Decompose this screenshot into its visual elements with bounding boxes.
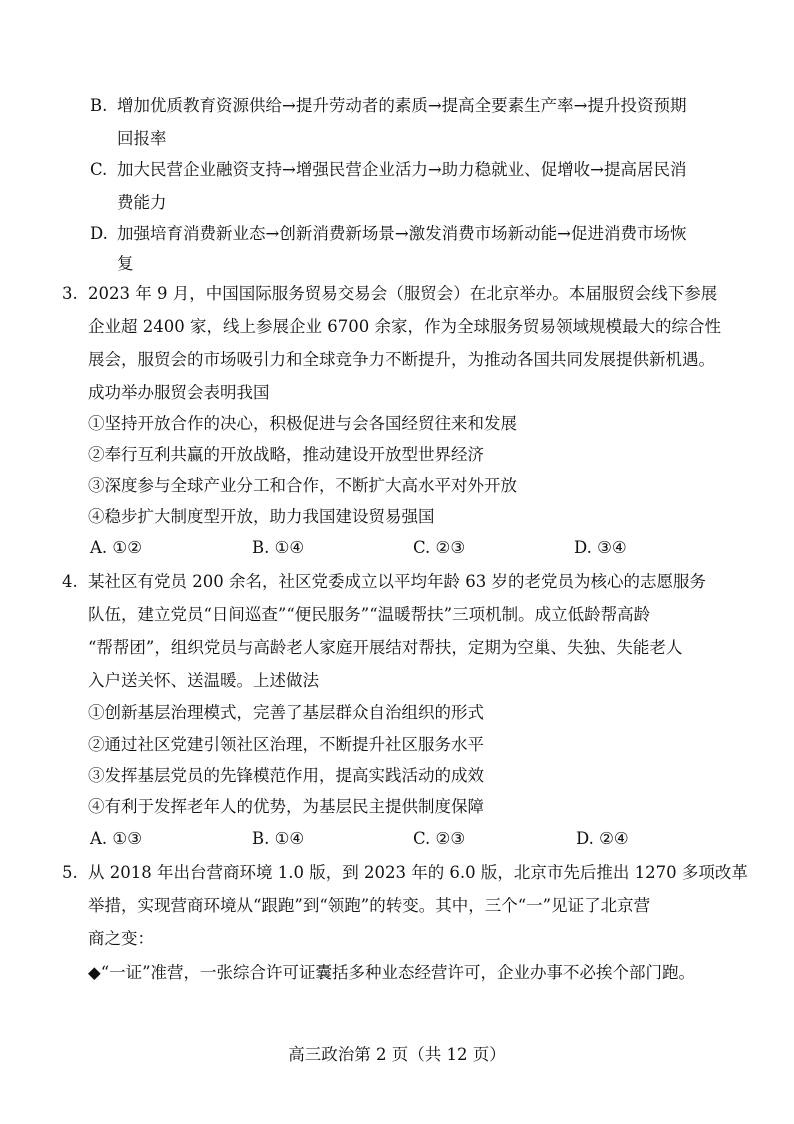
q3-choice-d: D. ③④ [574, 538, 627, 557]
q5-stem-line-3: 商之变： [88, 929, 154, 948]
option-b-line1: 增加优质教育资源供给→提升劳动者的素质→提高全要素生产率→提升投资预期 [117, 96, 687, 115]
option-b-letter: B. [90, 96, 108, 115]
option-d-letter: D. [90, 224, 108, 243]
q3-choice-a: A. ①② [90, 538, 142, 557]
q4-item-2: ②通过社区党建引领社区治理，不断提升社区服务水平 [88, 735, 484, 754]
option-c-letter: C. [90, 160, 108, 179]
q4-stem-line-2: 队伍，建立党员“日间巡查”“便民服务”“温暖帮扶”三项机制。成立低龄帮高龄 [88, 605, 651, 624]
option-c-line2: 费能力 [117, 193, 167, 212]
option-b-line2: 回报率 [117, 129, 167, 148]
q3-item-3: ③深度参与全球产业分工和合作，不断扩大高水平对外开放 [88, 476, 517, 495]
q3-stem-line-1: 2023 年 9 月，中国国际服务贸易交易会（服贸会）在北京举办。本届服贸会线下参展 [88, 284, 718, 303]
q4-stem-line-3: “帮帮团”，组织党员与高龄老人家庭开展结对帮扶，定期为空巢、失独、失能老人 [88, 638, 683, 657]
q4-choice-d: D. ②④ [576, 829, 629, 848]
q4-item-1: ①创新基层治理模式，完善了基层群众自治组织的形式 [88, 703, 484, 722]
q3-item-1: ①坚持开放合作的决心，积极促进与会各国经贸往来和发展 [88, 414, 517, 433]
page-footer: 高三政治第 2 页（共 12 页） [288, 1045, 506, 1064]
q3-stem-line-3: 展会，服贸会的市场吸引力和全球竞争力不断提升，为推动各国共同发展提供新机遇。 [88, 350, 715, 369]
q5-number: 5. [62, 863, 78, 882]
q3-number: 3. [62, 284, 78, 303]
q4-choice-c: C. ②③ [413, 829, 466, 848]
q5-stem-line-2: 举措，实现营商环境从“跟跑”到“领跑”的转变。其中，三个“一”见证了北京营 [88, 896, 651, 915]
option-c-line1: 加大民营企业融资支持→增强民营企业活力→助力稳就业、促增收→提高居民消 [117, 160, 687, 179]
q3-choice-b: B. ①④ [252, 538, 305, 557]
q4-item-3: ③发挥基层党员的先锋模范作用，提高实践活动的成效 [88, 766, 484, 785]
q4-stem-line-1: 某社区有党员 200 余名，社区党委成立以平均年龄 63 岁的老党员为核心的志愿服务 [88, 572, 706, 591]
q5-bullet: ◆“一证”准营，一张综合许可证囊括多种业态经营许可，企业办事不必挨个部门跑。 [88, 963, 696, 982]
option-d-line1: 加强培育消费新业态→创新消费新场景→激发消费市场新动能→促进消费市场恢 [117, 224, 687, 243]
q4-item-4: ④有利于发挥老年人的优势，为基层民主提供制度保障 [88, 797, 484, 816]
q5-stem-line-1: 从 2018 年出台营商环境 1.0 版，到 2023 年的 6.0 版，北京市先后推出 1270 多项改革 [88, 863, 748, 882]
q3-choice-c: C. ②③ [413, 538, 466, 557]
q3-item-4: ④稳步扩大制度型开放，助力我国建设贸易强国 [88, 507, 435, 526]
q3-stem-line-2: 企业超 2400 家，线上参展企业 6700 余家，作为全球服务贸易领域规模最大的综合性 [88, 317, 721, 336]
q4-choice-a: A. ①③ [90, 829, 142, 848]
q4-choice-b: B. ①④ [252, 829, 305, 848]
option-d-line2: 复 [117, 254, 134, 273]
q4-number: 4. [62, 572, 78, 591]
q3-item-2: ②奉行互利共赢的开放战略，推动建设开放型世界经济 [88, 445, 484, 464]
q3-stem-line-4: 成功举办服贸会表明我国 [88, 383, 270, 402]
q4-stem-line-4: 入户送关怀、送温暖。上述做法 [88, 671, 319, 690]
